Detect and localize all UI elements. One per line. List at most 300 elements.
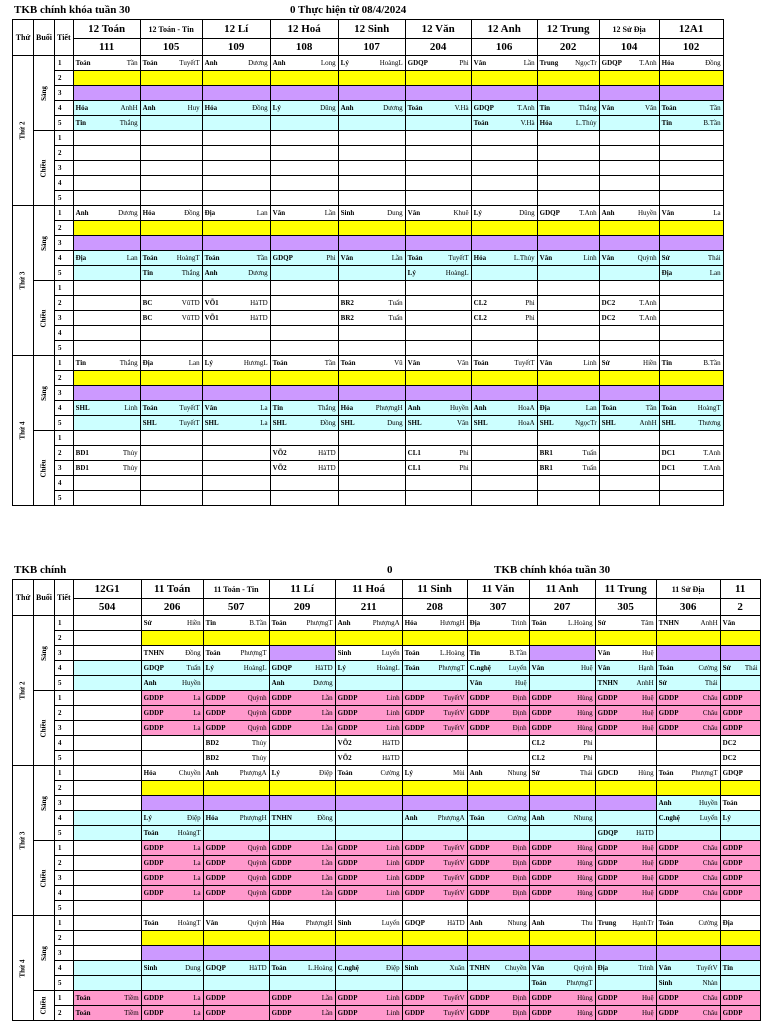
- effective-date-title: 0 Thực hiện từ 08/4/2024: [290, 4, 407, 16]
- period-number: 5: [55, 266, 74, 281]
- subject-name: Sử: [143, 618, 152, 627]
- class-header-row: [13, 20, 724, 39]
- period-number: 2: [55, 1006, 74, 1021]
- teacher-name: PhượngH: [375, 403, 403, 412]
- teacher-name: Định: [512, 873, 527, 882]
- schedule-cell: [141, 616, 203, 631]
- schedule-cell: [338, 416, 405, 431]
- schedule-cell: [405, 131, 471, 146]
- subject-name: SHL: [661, 418, 676, 427]
- schedule-cell: [203, 661, 269, 676]
- teacher-name: Phi: [459, 463, 469, 472]
- subject-name: GDDP: [143, 1008, 164, 1017]
- schedule-cell: [73, 191, 140, 206]
- teacher-name: Lần: [321, 858, 333, 867]
- subject-name: GDDP: [404, 843, 425, 852]
- schedule-cell: [659, 206, 723, 221]
- period-number: 1: [55, 131, 74, 146]
- schedule-cell: [270, 176, 338, 191]
- schedule-cell: [720, 736, 760, 751]
- teacher-name: T.Anh: [639, 58, 657, 67]
- schedule-cell: [203, 946, 269, 961]
- schedule-cell: [203, 616, 269, 631]
- subject-name: GDDP: [337, 843, 358, 852]
- subject-name: GDDP: [722, 888, 743, 897]
- teacher-name: La: [260, 403, 268, 412]
- schedule-cell: [335, 691, 402, 706]
- schedule-cell: [599, 296, 659, 311]
- teacher-name: VũTD: [181, 298, 200, 307]
- subject-name: Tin: [75, 358, 87, 367]
- schedule-cell: [405, 296, 471, 311]
- schedule-cell: [202, 236, 270, 251]
- teacher-name: PhượngT: [240, 648, 267, 657]
- teacher-name: Cường: [380, 768, 400, 777]
- schedule-cell: [595, 886, 656, 901]
- section-title: TKB chính khóa tuần 30: [14, 4, 131, 16]
- schedule-cell: [202, 116, 270, 131]
- day-label: [13, 206, 34, 356]
- session-label-text: Chiều: [39, 996, 48, 1015]
- schedule-cell: [335, 796, 402, 811]
- room-number: 306: [656, 599, 720, 616]
- schedule-cell: [405, 416, 471, 431]
- teacher-name: Hùng: [577, 873, 593, 882]
- teacher-name: Quỳnh: [247, 888, 267, 897]
- schedule-cell: [270, 326, 338, 341]
- teacher-name: TuyếtV: [443, 693, 465, 702]
- schedule-cell: [595, 901, 656, 916]
- subject-name: GDQP: [722, 768, 743, 777]
- schedule-cell: [269, 736, 335, 751]
- schedule-cell: [202, 161, 270, 176]
- subject-name: GDDP: [531, 888, 552, 897]
- schedule-cell: [73, 296, 140, 311]
- schedule-cell: [537, 476, 599, 491]
- schedule-cell: [402, 766, 467, 781]
- teacher-name: Trinh: [511, 618, 527, 627]
- subject-name: GDDP: [531, 723, 552, 732]
- subject-name: GDDP: [722, 843, 743, 852]
- subject-name: Toán: [658, 663, 674, 672]
- schedule-cell: [659, 101, 723, 116]
- teacher-name: HàTD: [250, 313, 268, 322]
- period-row: [13, 221, 724, 236]
- subject-name: GDDP: [143, 723, 164, 732]
- schedule-cell: [73, 416, 140, 431]
- period-number: 4: [55, 401, 74, 416]
- schedule-cell: [202, 296, 270, 311]
- schedule-cell: [599, 71, 659, 86]
- teacher-name: Dương: [383, 103, 403, 112]
- schedule-cell: [659, 266, 723, 281]
- subject-name: GDDP: [337, 1008, 358, 1017]
- subject-name: Lý: [404, 768, 413, 777]
- teacher-name: Lần: [321, 723, 333, 732]
- subject-name: VÕ2: [337, 753, 352, 762]
- schedule-cell: [269, 811, 335, 826]
- teacher-name: Thái: [704, 678, 718, 687]
- subject-name: Địa: [661, 268, 673, 277]
- teacher-name: AnhH: [639, 418, 657, 427]
- subject-name: DC2: [722, 738, 737, 747]
- schedule-cell: [537, 296, 599, 311]
- teacher-name: L.Hoàng: [307, 963, 333, 972]
- teacher-name: Vân: [456, 418, 469, 427]
- schedule-cell: [269, 661, 335, 676]
- subject-name: Sinh: [658, 978, 673, 987]
- subject-name: Sử: [722, 663, 731, 672]
- schedule-cell: [140, 341, 202, 356]
- schedule-cell: [402, 931, 467, 946]
- schedule-cell: [471, 161, 537, 176]
- schedule-cell: [471, 341, 537, 356]
- schedule-cell: [595, 676, 656, 691]
- schedule-cell: [537, 311, 599, 326]
- teacher-name: Thủy: [251, 753, 267, 762]
- schedule-cell: [402, 886, 467, 901]
- subject-name: Toán: [658, 768, 674, 777]
- subject-name: VÕ1: [204, 313, 219, 322]
- schedule-cell: [405, 281, 471, 296]
- subject-name: Địa: [597, 963, 609, 972]
- room-number: 106: [471, 39, 537, 56]
- subject-name: SHL: [539, 418, 554, 427]
- schedule-cell: [467, 901, 529, 916]
- period-number: 1: [55, 991, 74, 1006]
- teacher-name: Châu: [702, 993, 718, 1002]
- schedule-cell: [202, 191, 270, 206]
- teacher-name: Huệ: [641, 858, 654, 867]
- subject-name: SHL: [204, 418, 219, 427]
- subject-name: Anh: [337, 618, 351, 627]
- subject-name: Sử: [531, 768, 540, 777]
- schedule-cell: [338, 401, 405, 416]
- period-row: [13, 646, 761, 661]
- subject-name: Văn: [473, 58, 487, 67]
- session-label-text: Chiều: [39, 869, 48, 887]
- teacher-name: HoàngL: [243, 663, 267, 672]
- schedule-cell: [73, 371, 140, 386]
- schedule-cell: [405, 176, 471, 191]
- schedule-cell: [467, 781, 529, 796]
- teacher-name: Lần: [391, 253, 403, 262]
- teacher-name: TuyếtV: [443, 873, 465, 882]
- teacher-name: Châu: [702, 843, 718, 852]
- subject-name: Toán: [658, 918, 674, 927]
- teacher-name: Đồng: [184, 208, 200, 217]
- teacher-name: Linh: [386, 888, 400, 897]
- header-buoi: Buổi: [34, 580, 55, 616]
- period-row: [13, 676, 761, 691]
- schedule-cell: [659, 56, 723, 71]
- schedule-cell: [202, 431, 270, 446]
- period-number: 2: [55, 446, 74, 461]
- subject-name: Tin: [469, 648, 481, 657]
- schedule-cell: [202, 476, 270, 491]
- schedule-cell: [471, 221, 537, 236]
- schedule-cell: [529, 976, 595, 991]
- teacher-name: Hùng: [577, 888, 593, 897]
- schedule-cell: [141, 931, 203, 946]
- period-number: 3: [55, 386, 74, 401]
- schedule-cell: [467, 676, 529, 691]
- subject-name: Địa: [539, 403, 551, 412]
- teacher-name: TuyếtT: [179, 403, 200, 412]
- period-row: [13, 991, 761, 1006]
- schedule-cell: [537, 266, 599, 281]
- schedule-cell: [402, 961, 467, 976]
- day-label-text: Thứ 2: [18, 681, 27, 700]
- teacher-name: B.Tần: [703, 358, 721, 367]
- schedule-cell: [537, 386, 599, 401]
- teacher-name: HoàngL: [445, 268, 469, 277]
- schedule-cell: [335, 766, 402, 781]
- period-row: [13, 281, 724, 296]
- subject-name: GDDP: [597, 993, 618, 1002]
- teacher-name: Linh: [124, 403, 138, 412]
- schedule-cell: [537, 251, 599, 266]
- session-label: [34, 281, 55, 356]
- schedule-cell: [720, 886, 760, 901]
- schedule-cell: [73, 461, 140, 476]
- schedule-cell: [405, 191, 471, 206]
- teacher-name: Hùng: [577, 843, 593, 852]
- schedule-cell: [338, 116, 405, 131]
- schedule-cell: [270, 416, 338, 431]
- schedule-cell: [467, 616, 529, 631]
- schedule-cell: [141, 871, 203, 886]
- schedule-cell: [141, 976, 203, 991]
- class-name: 12 Anh: [471, 20, 537, 39]
- period-number: 1: [55, 356, 74, 371]
- schedule-cell: [335, 976, 402, 991]
- period-number: 1: [55, 691, 74, 706]
- period-row: [13, 416, 724, 431]
- teacher-name: La: [260, 418, 268, 427]
- schedule-cell: [73, 721, 141, 736]
- schedule-cell: [140, 311, 202, 326]
- schedule-cell: [471, 386, 537, 401]
- period-row: [13, 191, 724, 206]
- teacher-name: AnhH: [120, 103, 138, 112]
- schedule-cell: [73, 56, 140, 71]
- schedule-cell: [402, 991, 467, 1006]
- schedule-cell: [140, 191, 202, 206]
- schedule-cell: [338, 56, 405, 71]
- room-number: 206: [141, 599, 203, 616]
- schedule-cell: [73, 736, 141, 751]
- subject-name: Toán: [722, 798, 738, 807]
- schedule-cell: [335, 781, 402, 796]
- schedule-cell: [73, 116, 140, 131]
- schedule-cell: [269, 826, 335, 841]
- schedule-cell: [656, 976, 720, 991]
- schedule-cell: [471, 71, 537, 86]
- subject-name: Toán: [271, 963, 287, 972]
- teacher-name: HoàngL: [379, 58, 403, 67]
- teacher-name: B.Tần: [509, 648, 527, 657]
- schedule-cell: [73, 341, 140, 356]
- period-row: [13, 371, 724, 386]
- subject-name: GDDP: [404, 858, 425, 867]
- subject-name: GDDP: [531, 858, 552, 867]
- schedule-cell: [595, 961, 656, 976]
- period-number: 5: [55, 191, 74, 206]
- schedule-cell: [270, 431, 338, 446]
- subject-name: BR2: [340, 313, 354, 322]
- schedule-cell: [537, 401, 599, 416]
- schedule-cell: [73, 71, 140, 86]
- schedule-cell: [141, 706, 203, 721]
- teacher-name: PhượngA: [437, 813, 465, 822]
- subject-name: GDDP: [597, 843, 618, 852]
- schedule-cell: [537, 221, 599, 236]
- teacher-name: Linh: [386, 993, 400, 1002]
- schedule-cell: [656, 721, 720, 736]
- schedule-cell: [202, 101, 270, 116]
- teacher-name: Tần: [256, 253, 268, 262]
- schedule-cell: [529, 991, 595, 1006]
- session-label-text: Sáng: [39, 235, 48, 251]
- subject-name: Tin: [539, 103, 551, 112]
- schedule-cell: [529, 946, 595, 961]
- period-number: 2: [55, 706, 74, 721]
- class-name: 11 Sinh: [402, 580, 467, 599]
- schedule-cell: [656, 826, 720, 841]
- schedule-cell: [720, 991, 760, 1006]
- schedule-cell: [656, 871, 720, 886]
- teacher-name: Quỳnh: [247, 708, 267, 717]
- schedule-cell: [141, 811, 203, 826]
- subject-name: GDQP: [205, 963, 226, 972]
- teacher-name: Chuyền: [504, 963, 527, 972]
- teacher-name: Phi: [459, 58, 469, 67]
- session-label: [34, 206, 55, 281]
- schedule-cell: [529, 751, 595, 766]
- subject-name: Lý: [143, 813, 152, 822]
- schedule-cell: [529, 901, 595, 916]
- schedule-cell: [335, 826, 402, 841]
- subject-name: GDDP: [722, 858, 743, 867]
- teacher-name: Xuân: [449, 963, 465, 972]
- schedule-cell: [599, 131, 659, 146]
- teacher-name: Định: [512, 693, 527, 702]
- room-number: 507: [203, 599, 269, 616]
- schedule-cell: [595, 616, 656, 631]
- schedule-cell: [656, 901, 720, 916]
- schedule-cell: [467, 811, 529, 826]
- schedule-cell: [656, 706, 720, 721]
- subject-name: GDDP: [722, 723, 743, 732]
- schedule-cell: [471, 146, 537, 161]
- subject-name: Anh: [469, 768, 483, 777]
- schedule-cell: [599, 326, 659, 341]
- teacher-name: Đồng: [185, 648, 201, 657]
- schedule-cell: [270, 281, 338, 296]
- subject-name: Lý: [722, 813, 731, 822]
- schedule-cell: [659, 71, 723, 86]
- day-label: [13, 616, 34, 766]
- section-title: TKB chính: [14, 564, 67, 576]
- teacher-name: Quỳnh: [247, 873, 267, 882]
- schedule-cell: [656, 616, 720, 631]
- schedule-cell: [338, 176, 405, 191]
- schedule-cell: [335, 646, 402, 661]
- schedule-cell: [656, 811, 720, 826]
- schedule-cell: [599, 161, 659, 176]
- schedule-cell: [402, 616, 467, 631]
- schedule-cell: [73, 826, 141, 841]
- schedule-cell: [140, 71, 202, 86]
- schedule-cell: [720, 616, 760, 631]
- schedule-cell: [537, 341, 599, 356]
- header-tiet: Tiết: [55, 20, 74, 56]
- subject-name: GDQP: [407, 58, 428, 67]
- subject-name: Toán: [75, 1008, 91, 1017]
- schedule-cell: [270, 206, 338, 221]
- schedule-cell: [471, 191, 537, 206]
- teacher-name: NgọcTr: [575, 418, 597, 427]
- schedule-cell: [402, 916, 467, 931]
- schedule-cell: [595, 826, 656, 841]
- schedule-cell: [203, 676, 269, 691]
- schedule-cell: [405, 221, 471, 236]
- subject-name: GDDP: [205, 873, 226, 882]
- schedule-cell: [471, 236, 537, 251]
- schedule-cell: [269, 991, 335, 1006]
- day-label: [13, 356, 34, 506]
- schedule-cell: [595, 706, 656, 721]
- subject-name: GDDP: [271, 723, 292, 732]
- teacher-name: Linh: [386, 858, 400, 867]
- subject-name: Tin: [661, 358, 673, 367]
- subject-name: Toán: [143, 918, 159, 927]
- subject-name: GDQP: [539, 208, 560, 217]
- subject-name: GDDP: [469, 723, 490, 732]
- schedule-cell: [537, 191, 599, 206]
- teacher-name: Lần: [321, 993, 333, 1002]
- teacher-name: Thu: [581, 918, 593, 927]
- schedule-cell: [467, 931, 529, 946]
- schedule-cell: [659, 446, 723, 461]
- schedule-cell: [467, 976, 529, 991]
- schedule-cell: [599, 191, 659, 206]
- period-row: [13, 296, 724, 311]
- period-number: 2: [55, 71, 74, 86]
- teacher-name: Huệ: [641, 873, 654, 882]
- period-number: 3: [55, 161, 74, 176]
- schedule-cell: [529, 916, 595, 931]
- schedule-cell: [599, 236, 659, 251]
- schedule-cell: [141, 946, 203, 961]
- subject-name: Văn: [531, 663, 545, 672]
- teacher-name: Hùng: [638, 768, 654, 777]
- schedule-cell: [338, 221, 405, 236]
- subject-name: Anh: [340, 103, 354, 112]
- room-number: 202: [537, 39, 599, 56]
- subject-name: GDDP: [271, 1008, 292, 1017]
- teacher-name: HạnhTr: [632, 918, 654, 927]
- period-number: 4: [55, 326, 74, 341]
- teacher-name: Đồng: [317, 813, 333, 822]
- teacher-name: Huệ: [641, 993, 654, 1002]
- schedule-cell: [338, 251, 405, 266]
- schedule-cell: [659, 176, 723, 191]
- schedule-cell: [656, 991, 720, 1006]
- schedule-cell: [269, 751, 335, 766]
- schedule-cell: [720, 826, 760, 841]
